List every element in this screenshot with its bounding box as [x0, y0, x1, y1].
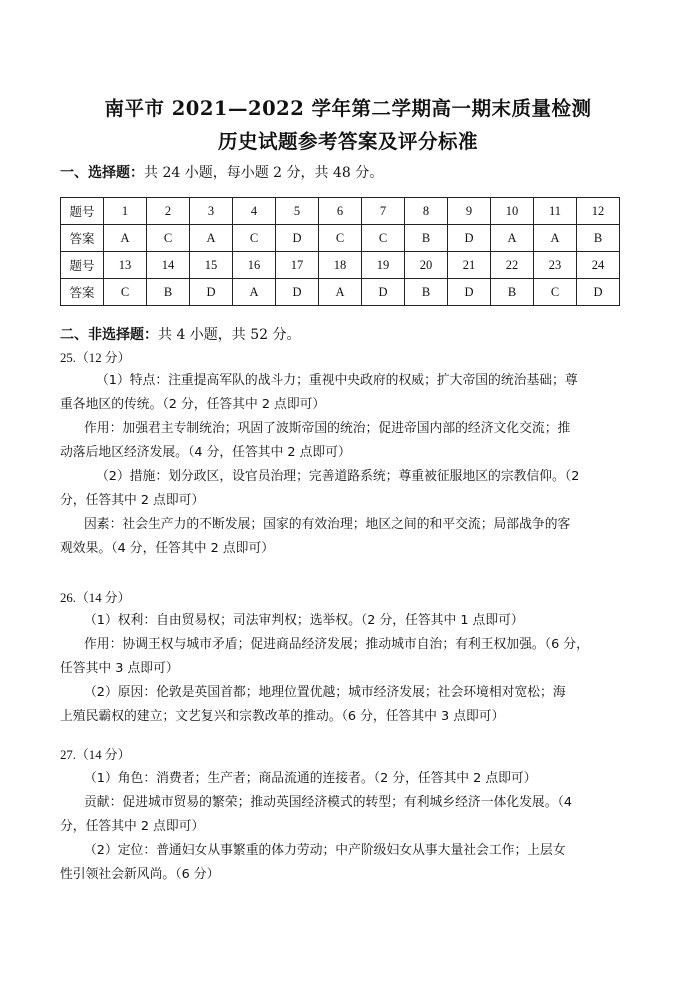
table-cell: 5	[276, 198, 319, 225]
table-cell: C	[319, 225, 362, 252]
document-title: 南平市 2021—2022 学年第二学期高一期末质量检测	[104, 97, 592, 120]
answer-line: 因素：社会生产力的不断发展；国家的有效治理；地区之间的和平交流；局部战争的客	[84, 517, 571, 532]
answer-line: 重各地区的传统。（2 分，任答其中 2 点即可）	[60, 397, 326, 412]
table-cell: 11	[534, 198, 577, 225]
table-cell: B	[577, 225, 620, 252]
answer-line: 作用：加强君主专制统治；巩固了波斯帝国的统治；促进帝国内部的经济文化交流；推	[84, 421, 571, 436]
table-cell: 15	[190, 252, 233, 279]
section-2-label: 二、非选择题：	[60, 327, 158, 343]
table-cell: A	[534, 225, 577, 252]
table-cell: A	[319, 279, 362, 306]
question-27-heading: 27.（14 分）	[60, 748, 131, 762]
answer-line: 分，任答其中 2 点即可）	[60, 819, 205, 834]
answer-line: 观效果。（4 分，任答其中 2 点即可）	[60, 541, 275, 556]
answer-line: 上殖民霸权的建立；文艺复兴和宗教改革的推动。（6 分，任答其中 3 点即可）	[60, 709, 505, 724]
table-cell: D	[276, 279, 319, 306]
answer-line: 分，任答其中 2 点即可）	[60, 493, 205, 508]
table-cell: B	[405, 225, 448, 252]
table-cell: 20	[405, 252, 448, 279]
section-2-desc: 共 4 小题，共 52 分。	[158, 327, 301, 343]
table-cell: A	[233, 279, 276, 306]
table-cell: 19	[362, 252, 405, 279]
table-cell: B	[147, 279, 190, 306]
table-cell: 6	[319, 198, 362, 225]
answer-line: 贡献：促进城市贸易的繁荣；推动英国经济模式的转型；有利城乡经济一体化发展。（4	[84, 795, 573, 810]
table-cell: C	[147, 225, 190, 252]
table-cell: 2	[147, 198, 190, 225]
table-cell: B	[491, 279, 534, 306]
table-row	[61, 252, 620, 279]
table-cell: 23	[534, 252, 577, 279]
answer-line: 性引领社会新风尚。（6 分）	[60, 867, 220, 882]
table-cell: 3	[190, 198, 233, 225]
table-row	[61, 198, 620, 225]
answer-table	[60, 197, 620, 306]
table-cell: 4	[233, 198, 276, 225]
question-26-heading: 26.（14 分）	[60, 591, 131, 605]
table-cell: D	[448, 279, 491, 306]
table-cell: 8	[405, 198, 448, 225]
table-cell: A	[491, 225, 534, 252]
table-cell: 题号	[61, 198, 104, 225]
table-cell: 10	[491, 198, 534, 225]
table-cell: D	[190, 279, 233, 306]
table-cell: C	[104, 279, 147, 306]
table-cell: 24	[577, 252, 620, 279]
table-cell: 21	[448, 252, 491, 279]
table-cell: D	[448, 225, 491, 252]
answer-line: （2）措施：划分政区，设官员治理；完善道路系统；尊重被征服地区的宗教信仰。（2	[96, 469, 580, 484]
answer-line: （1）权利：自由贸易权；司法审判权；选举权。（2 分，任答其中 1 点即可）	[84, 613, 524, 628]
table-row	[61, 279, 620, 306]
table-cell: 12	[577, 198, 620, 225]
answer-line: 任答其中 3 点即可）	[60, 661, 179, 676]
table-cell: 答案	[61, 225, 104, 252]
answer-line: 作用：协调王权与城市矛盾；促进商品经济发展；推动城市自治；有利王权加强。（6 分，	[84, 637, 589, 652]
answer-line: 动落后地区经济发展。（4 分，任答其中 2 点即可）	[60, 445, 351, 460]
table-cell: 9	[448, 198, 491, 225]
answer-line: （2）定位：普通妇女从事繁重的体力劳动；中产阶级妇女从事大量社会工作；上层女	[84, 843, 566, 858]
section-1-heading	[60, 162, 383, 182]
answer-line: （2）原因：伦敦是英国首都；地理位置优越；城市经济发展；社会环境相对宽松；海	[84, 685, 566, 700]
table-cell: D	[276, 225, 319, 252]
table-cell: 17	[276, 252, 319, 279]
table-cell: 18	[319, 252, 362, 279]
table-row	[61, 225, 620, 252]
table-cell: 16	[233, 252, 276, 279]
table-cell: 7	[362, 198, 405, 225]
document-subtitle: 历史试题参考答案及评分标准	[217, 130, 478, 153]
table-cell: B	[405, 279, 448, 306]
question-25-heading: 25.（12 分）	[60, 351, 131, 365]
table-cell: 13	[104, 252, 147, 279]
table-cell: 题号	[61, 252, 104, 279]
table-cell: A	[104, 225, 147, 252]
table-cell: 22	[491, 252, 534, 279]
table-cell: 1	[104, 198, 147, 225]
answer-line: （1）角色：消费者；生产者；商品流通的连接者。（2 分，任答其中 2 点即可）	[84, 771, 537, 786]
table-cell: 14	[147, 252, 190, 279]
table-cell: C	[362, 225, 405, 252]
section-1-desc: 共 24 小题，每小题 2 分，共 48 分。	[144, 165, 384, 181]
section-1-label: 一、选择题：	[60, 165, 144, 181]
table-cell: D	[577, 279, 620, 306]
table-cell: A	[190, 225, 233, 252]
table-cell: C	[534, 279, 577, 306]
table-cell: 答案	[61, 279, 104, 306]
section-2-heading	[60, 324, 301, 344]
answer-line: （1）特点：注重提高军队的战斗力；重视中央政府的权威；扩大帝国的统治基础；尊	[96, 373, 578, 388]
table-cell: D	[362, 279, 405, 306]
table-cell: C	[233, 225, 276, 252]
